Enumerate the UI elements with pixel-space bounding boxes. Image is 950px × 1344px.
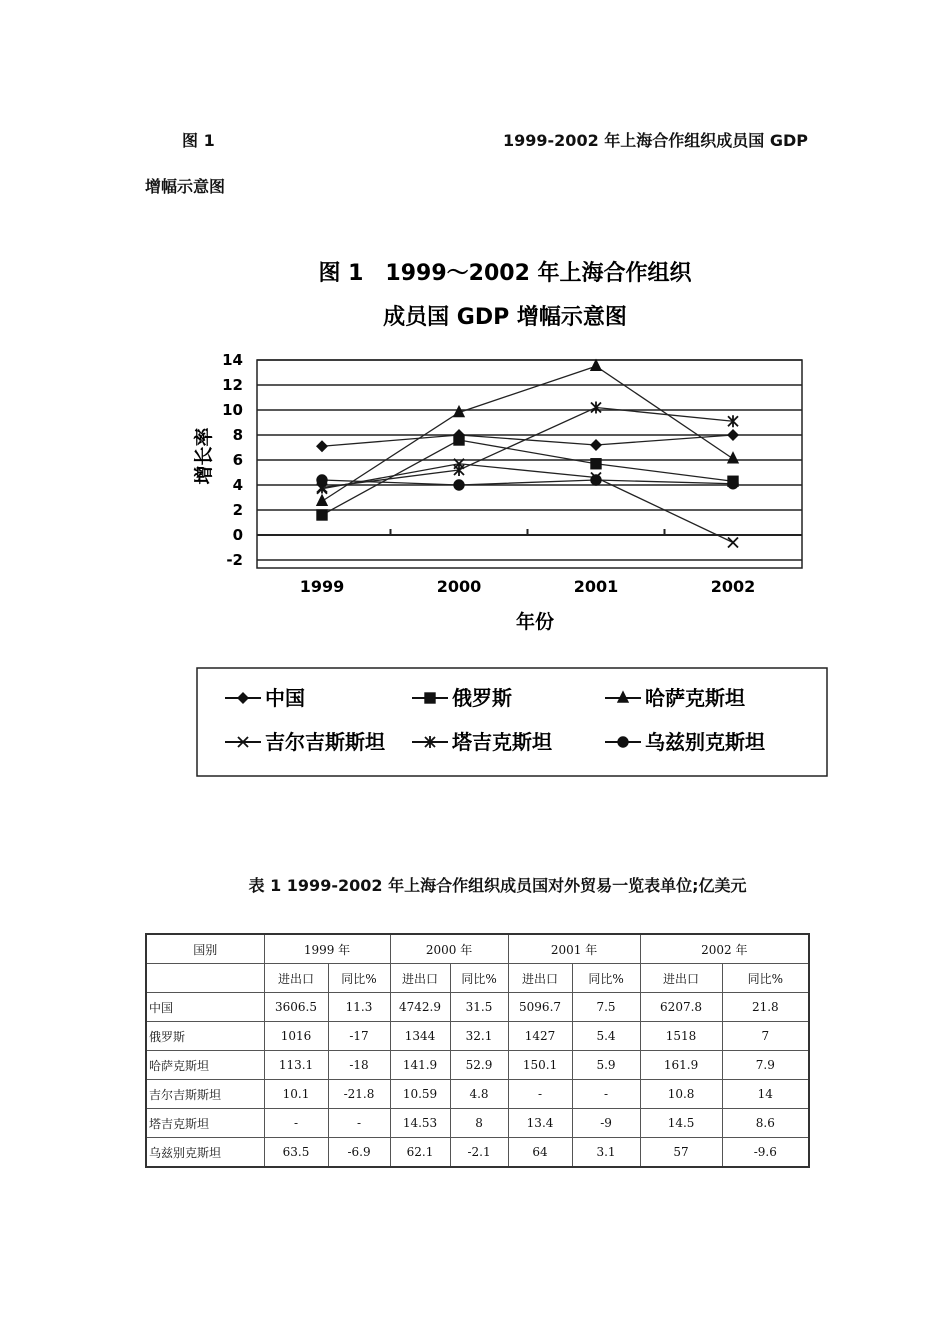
header-country: 国别	[146, 934, 264, 964]
marker-square	[591, 459, 601, 469]
x-tick-label: 2000	[436, 577, 482, 596]
header-year: 1999 年	[264, 934, 390, 964]
table-row	[146, 1109, 809, 1138]
table-cell: -	[572, 1080, 640, 1109]
subheader-cell: 进出口	[508, 964, 572, 993]
gdp-growth-chart	[180, 240, 830, 780]
table-cell: 11.3	[328, 993, 390, 1022]
table-cell: 8.6	[722, 1109, 809, 1138]
table-subheader-row	[146, 964, 809, 993]
y-tick-label: 2	[232, 501, 243, 519]
chart-title-line1: 图 1 1999～2002 年上海合作组织	[318, 261, 692, 286]
y-tick-label: 14	[222, 351, 243, 369]
subheader-cell: 同比%	[722, 964, 809, 993]
figure-caption	[182, 128, 808, 151]
header-year: 2001 年	[508, 934, 640, 964]
grid-lines	[257, 360, 802, 560]
series-line	[322, 408, 733, 488]
table-cell: -	[508, 1080, 572, 1109]
y-tick-label: 6	[232, 451, 243, 469]
figure-label: 图 1	[182, 131, 215, 150]
table-cell: 5096.7	[508, 993, 572, 1022]
marker-square	[454, 435, 464, 445]
table-cell: -18	[328, 1051, 390, 1080]
row-country: 塔吉克斯坦	[146, 1109, 264, 1138]
subheader-cell: 同比%	[450, 964, 508, 993]
table-cell: 13.4	[508, 1109, 572, 1138]
marker-diamond	[238, 693, 248, 703]
marker-diamond	[728, 430, 738, 440]
table-cell: 52.9	[450, 1051, 508, 1080]
table-row	[146, 1080, 809, 1109]
table-cell: 7	[722, 1022, 809, 1051]
table-cell: 57	[640, 1138, 722, 1168]
legend-label: 塔吉克斯坦	[452, 730, 552, 754]
table-cell: 5.4	[572, 1022, 640, 1051]
table-caption: 表 1 1999-2002 年上海合作组织成员国对外贸易一览表单位;亿美元	[248, 876, 747, 895]
legend-item	[225, 686, 305, 710]
trade-table-body	[146, 934, 809, 1167]
table-cell: 8	[450, 1109, 508, 1138]
table-cell: 31.5	[450, 993, 508, 1022]
y-tick-labels	[222, 351, 243, 569]
legend-item	[412, 730, 552, 754]
table-cell: 150.1	[508, 1051, 572, 1080]
table-cell: 7.9	[722, 1051, 809, 1080]
legend-item	[605, 686, 745, 710]
table-cell: 141.9	[390, 1051, 450, 1080]
y-tick-label: 12	[222, 376, 243, 394]
series-5	[317, 475, 738, 490]
legend-label: 中国	[265, 686, 305, 710]
table-row	[146, 1022, 809, 1051]
row-country: 哈萨克斯坦	[146, 1051, 264, 1080]
table-cell: 6207.8	[640, 993, 722, 1022]
legend-label: 乌兹别克斯坦	[645, 730, 765, 754]
x-tick-labels	[300, 577, 756, 596]
subheader-blank	[146, 964, 264, 993]
table-cell: 14.53	[390, 1109, 450, 1138]
table-row	[146, 1138, 809, 1168]
header-year: 2002 年	[640, 934, 809, 964]
table-cell: 10.1	[264, 1080, 328, 1109]
table-cell: 14	[722, 1080, 809, 1109]
table-cell: -2.1	[450, 1138, 508, 1168]
header-year: 2000 年	[390, 934, 508, 964]
trade-table	[145, 933, 810, 1168]
subheader-cell: 进出口	[390, 964, 450, 993]
legend-label: 俄罗斯	[452, 686, 512, 710]
marker-diamond	[317, 441, 327, 451]
marker-triangle	[728, 453, 738, 463]
legend-box	[197, 668, 827, 776]
legend-label: 哈萨克斯坦	[645, 686, 745, 710]
x-axis-label: 年份	[515, 611, 555, 633]
x-tick-label: 2002	[710, 577, 756, 596]
row-country: 俄罗斯	[146, 1022, 264, 1051]
subheader-cell: 同比%	[328, 964, 390, 993]
series-line	[322, 435, 733, 446]
table-cell: 7.5	[572, 993, 640, 1022]
table-cell: 64	[508, 1138, 572, 1168]
table-cell: -6.9	[328, 1138, 390, 1168]
chart-title-line2: 成员国 GDP 增幅示意图	[383, 305, 627, 330]
row-country: 中国	[146, 993, 264, 1022]
y-tick-label: 8	[232, 426, 243, 444]
marker-square	[317, 510, 327, 520]
table-cell: 1016	[264, 1022, 328, 1051]
table-cell: -	[264, 1109, 328, 1138]
table-cell: 63.5	[264, 1138, 328, 1168]
y-tick-label: 10	[222, 401, 243, 419]
subheader-cell: 进出口	[264, 964, 328, 993]
y-axis-label: 增长率	[193, 427, 215, 485]
figure-title: 1999-2002 年上海合作组织成员国 GDP	[503, 131, 808, 150]
series-0	[317, 430, 738, 451]
x-tick-label: 1999	[299, 577, 345, 596]
row-country: 乌兹别克斯坦	[146, 1138, 264, 1168]
marker-diamond	[591, 440, 601, 450]
x-tick-label: 2001	[573, 577, 619, 596]
series-4	[317, 402, 738, 494]
marker-circle	[618, 737, 628, 747]
table-cell: 3.1	[572, 1138, 640, 1168]
y-tick-label: 0	[232, 526, 243, 544]
table-cell: -9	[572, 1109, 640, 1138]
table-cell: 32.1	[450, 1022, 508, 1051]
table-cell: 1518	[640, 1022, 722, 1051]
table-cell: -	[328, 1109, 390, 1138]
row-country: 吉尔吉斯斯坦	[146, 1080, 264, 1109]
legend-item	[225, 730, 385, 754]
legend-item	[605, 730, 765, 754]
table-cell: 10.8	[640, 1080, 722, 1109]
legend-item	[412, 686, 512, 710]
legend-label: 吉尔吉斯斯坦	[265, 730, 385, 754]
marker-circle	[454, 480, 464, 490]
table-cell: 1427	[508, 1022, 572, 1051]
table-cell: 4.8	[450, 1080, 508, 1109]
table-cell: 4742.9	[390, 993, 450, 1022]
marker-square	[425, 693, 435, 703]
table-cell: 113.1	[264, 1051, 328, 1080]
table-cell: 3606.5	[264, 993, 328, 1022]
table-row	[146, 993, 809, 1022]
y-tick-label: -2	[226, 551, 243, 569]
table-cell: 10.59	[390, 1080, 450, 1109]
table-cell: 62.1	[390, 1138, 450, 1168]
subheader-cell: 进出口	[640, 964, 722, 993]
table-header-row	[146, 934, 809, 964]
figure-title-continued: 增幅示意图	[145, 177, 226, 196]
subheader-cell: 同比%	[572, 964, 640, 993]
table-cell: -21.8	[328, 1080, 390, 1109]
marker-triangle	[317, 495, 327, 505]
series-layer	[317, 360, 738, 547]
table-cell: 5.9	[572, 1051, 640, 1080]
y-tick-label: 4	[232, 476, 243, 494]
marker-circle	[317, 475, 327, 485]
table-cell: 21.8	[722, 993, 809, 1022]
marker-circle	[728, 479, 738, 489]
legend	[225, 686, 765, 754]
marker-circle	[591, 475, 601, 485]
table-cell: 14.5	[640, 1109, 722, 1138]
table-cell: 161.9	[640, 1051, 722, 1080]
table-cell: -9.6	[722, 1138, 809, 1168]
marker-x	[728, 538, 738, 548]
table-cell: 1344	[390, 1022, 450, 1051]
marker-triangle	[591, 360, 601, 370]
table-row	[146, 1051, 809, 1080]
table-cell: -17	[328, 1022, 390, 1051]
